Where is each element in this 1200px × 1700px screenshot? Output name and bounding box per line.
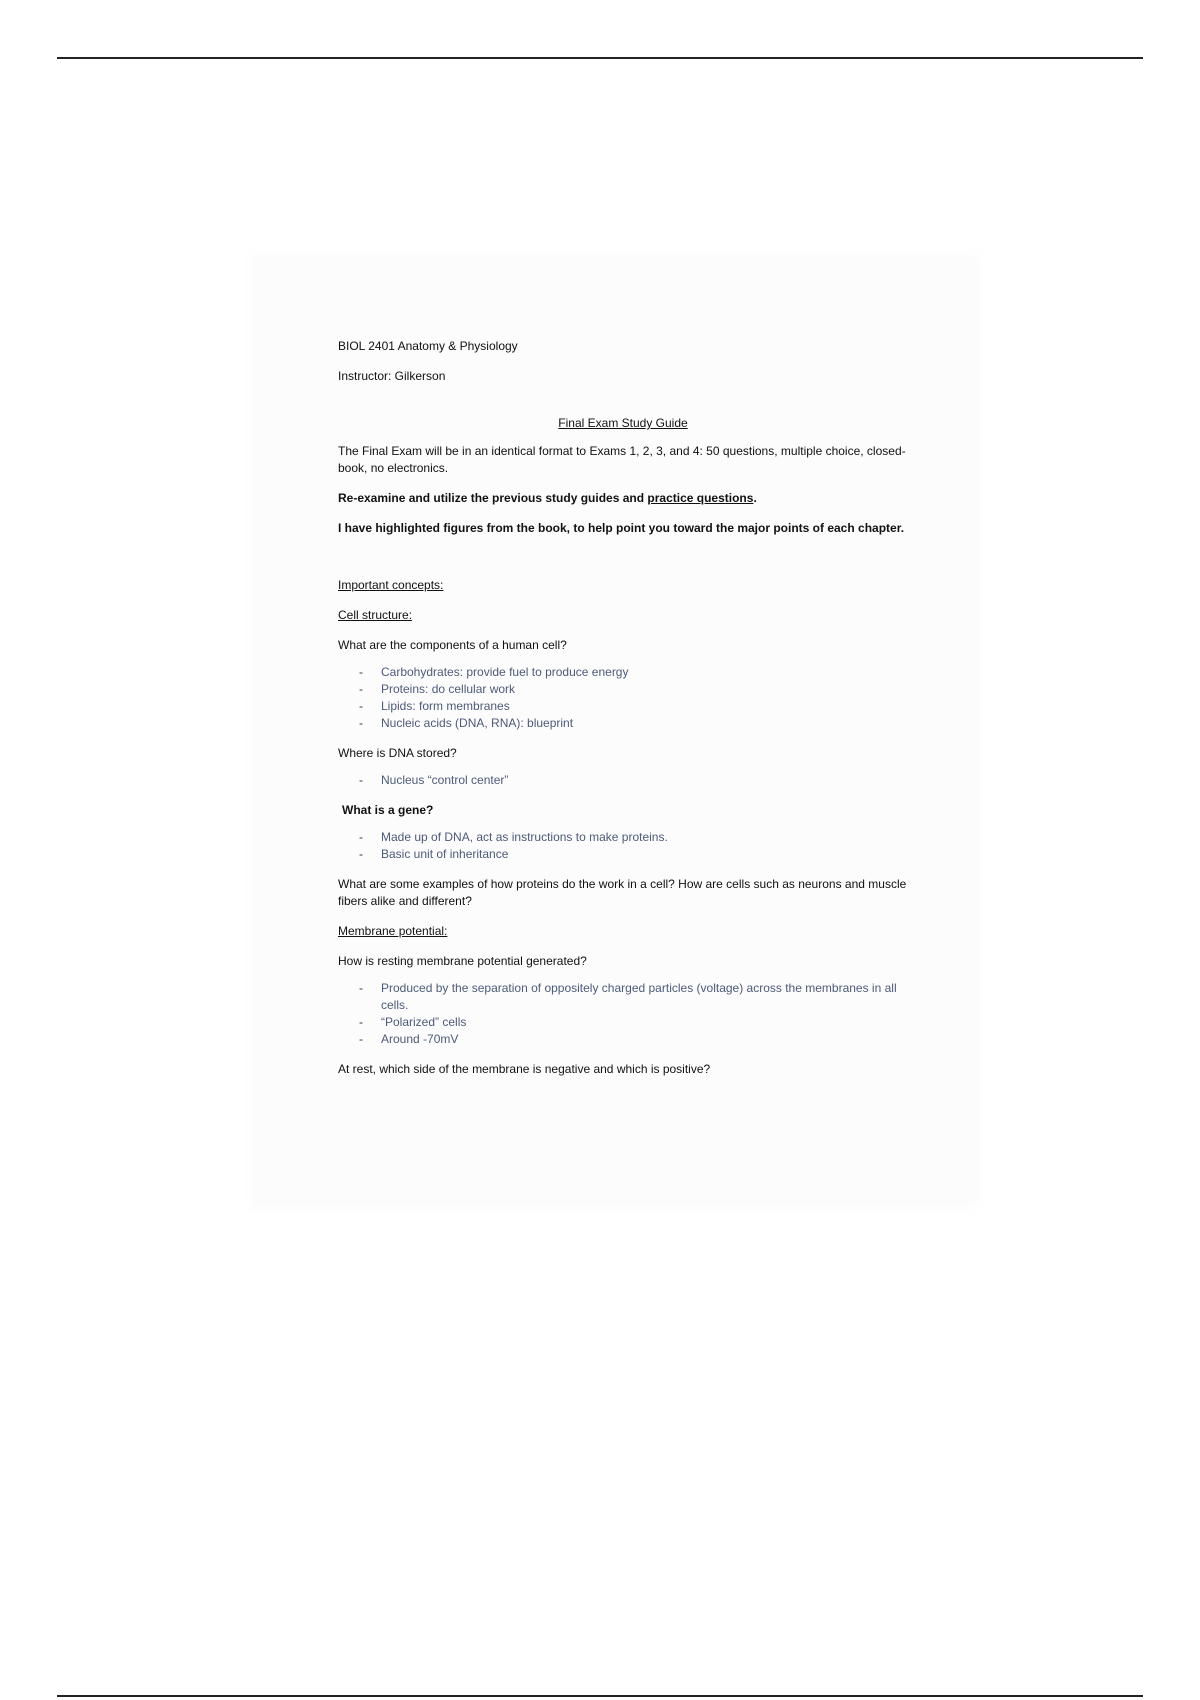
reexamine-prefix: Re-examine and utilize the previous study guides and [338,491,648,505]
document-title: Final Exam Study Guide [558,416,688,430]
highlight-note: I have highlighted figures from the book, to help point you toward the major points of each chapter. [338,521,905,535]
cell-structure-heading: Cell structure: [338,608,413,622]
list-item: - Carbohydrates: provide fuel to produce energy [338,664,908,681]
list-item: - Made up of DNA, act as instructions to make proteins. [338,829,908,846]
gene-list [338,829,908,863]
reexamine-suffix: . [753,491,757,505]
list-item: - Nucleus “control center” [338,772,908,789]
bottom-rule [57,1695,1143,1697]
cell-components-list [338,664,908,732]
list-item: - Lipids: form membranes [338,698,908,715]
list-item: - Produced by the separation of oppositely charged particles (voltage) across the membranes in all cells. [338,980,908,1014]
list-item: - Proteins: do cellular work [338,681,908,698]
practice-questions-link[interactable]: practice questions [647,491,754,505]
list-item: - “Polarized” cells [338,1014,908,1031]
question-cell-components: What are the components of a human cell? [338,638,567,652]
reexamine-note [338,490,908,507]
important-concepts-heading: Important concepts: [338,578,444,592]
intro-paragraph: The Final Exam will be in an identical format to Exams 1, 2, 3, and 4: 50 questions, multiple choice, closed-book, no electronics. [338,444,906,475]
study-guide-document [338,338,908,1091]
resting-potential-list [338,980,908,1048]
question-proteins-work: What are some examples of how proteins do the work in a cell? How are cells such as neurons and muscle fibers alike and different? [338,877,907,908]
top-rule [57,57,1143,59]
instructor-line: Instructor: Gilkerson [338,369,446,383]
membrane-potential-heading: Membrane potential: [338,924,448,938]
course-title: BIOL 2401 Anatomy & Physiology [338,339,518,353]
list-item: - Nucleic acids (DNA, RNA): blueprint [338,715,908,732]
question-membrane-sides: At rest, which side of the membrane is negative and which is positive? [338,1062,711,1076]
list-item: - Basic unit of inheritance [338,846,908,863]
dna-storage-list [338,772,908,789]
question-resting-potential: How is resting membrane potential generated? [338,954,587,968]
list-item: - Around -70mV [338,1031,908,1048]
question-dna-storage: Where is DNA stored? [338,746,457,760]
question-gene: What is a gene? [342,803,434,817]
